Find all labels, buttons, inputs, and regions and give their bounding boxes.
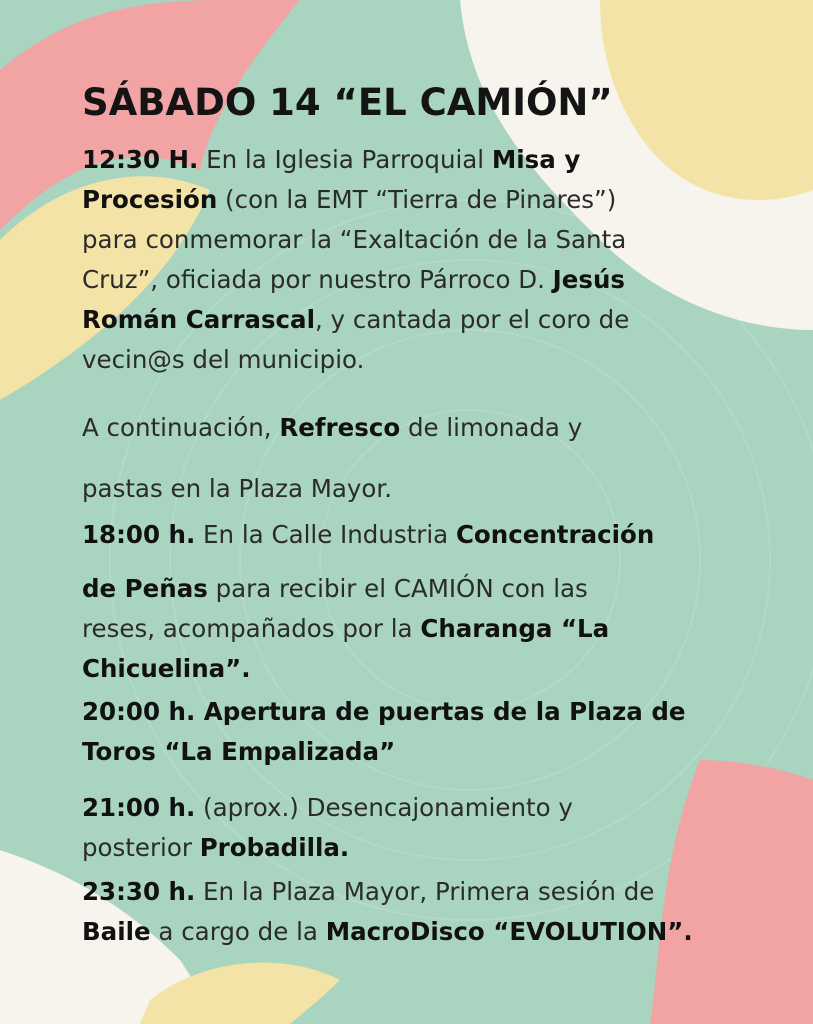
event-concentracion — [82, 515, 654, 689]
text-line: Baile a cargo de la MacroDisco “EVOLUTION”. — [82, 917, 693, 946]
event-time: 18:00 h. — [82, 520, 196, 549]
text-line: Cruz”, oficiada por nuestro Párroco D. Jesús — [82, 265, 625, 294]
text-line: A continuación, Refresco de limonada y — [82, 413, 583, 442]
text-line: 18:00 h. En la Calle Industria Concentración — [82, 520, 655, 549]
text-line: para conmemorar la “Exaltación de la Santa — [82, 225, 627, 254]
text-line: 21:00 h. (aprox.) Desencajonamiento y — [82, 793, 573, 822]
event-apertura — [82, 692, 686, 772]
text-line: 23:30 h. En la Plaza Mayor, Primera sesión de — [82, 877, 655, 906]
event-desencajonamiento — [82, 788, 573, 868]
event-time: 23:30 h. — [82, 877, 196, 906]
text-line: Toros “La Empalizada” — [82, 737, 396, 766]
text-line: pastas en la Plaza Mayor. — [82, 474, 393, 503]
text-line: de Peñas para recibir el CAMIÓN con las — [82, 574, 588, 603]
text-line: Román Carrascal, y cantada por el coro de — [82, 305, 630, 334]
event-time: 12:30 H. — [82, 145, 199, 174]
text-line: posterior Probadilla. — [82, 833, 350, 862]
text-line: Procesión (con la EMT “Tierra de Pinares”) — [82, 185, 617, 214]
text-line: Chicuelina”. — [82, 654, 251, 683]
text-line: vecin@s del municipio. — [82, 345, 365, 374]
event-misa — [82, 140, 629, 380]
event-refresco — [82, 397, 582, 519]
text-line: reses, acompañados por la Charanga “La — [82, 614, 610, 643]
event-baile — [82, 872, 693, 952]
text-line: 20:00 h. Apertura de puertas de la Plaza de — [82, 697, 686, 726]
text-line: 12:30 H. En la Iglesia Parroquial Misa y — [82, 145, 581, 174]
event-time: 21:00 h. — [82, 793, 196, 822]
poster-title: SÁBADO 14 “EL CAMIÓN” — [82, 81, 613, 124]
